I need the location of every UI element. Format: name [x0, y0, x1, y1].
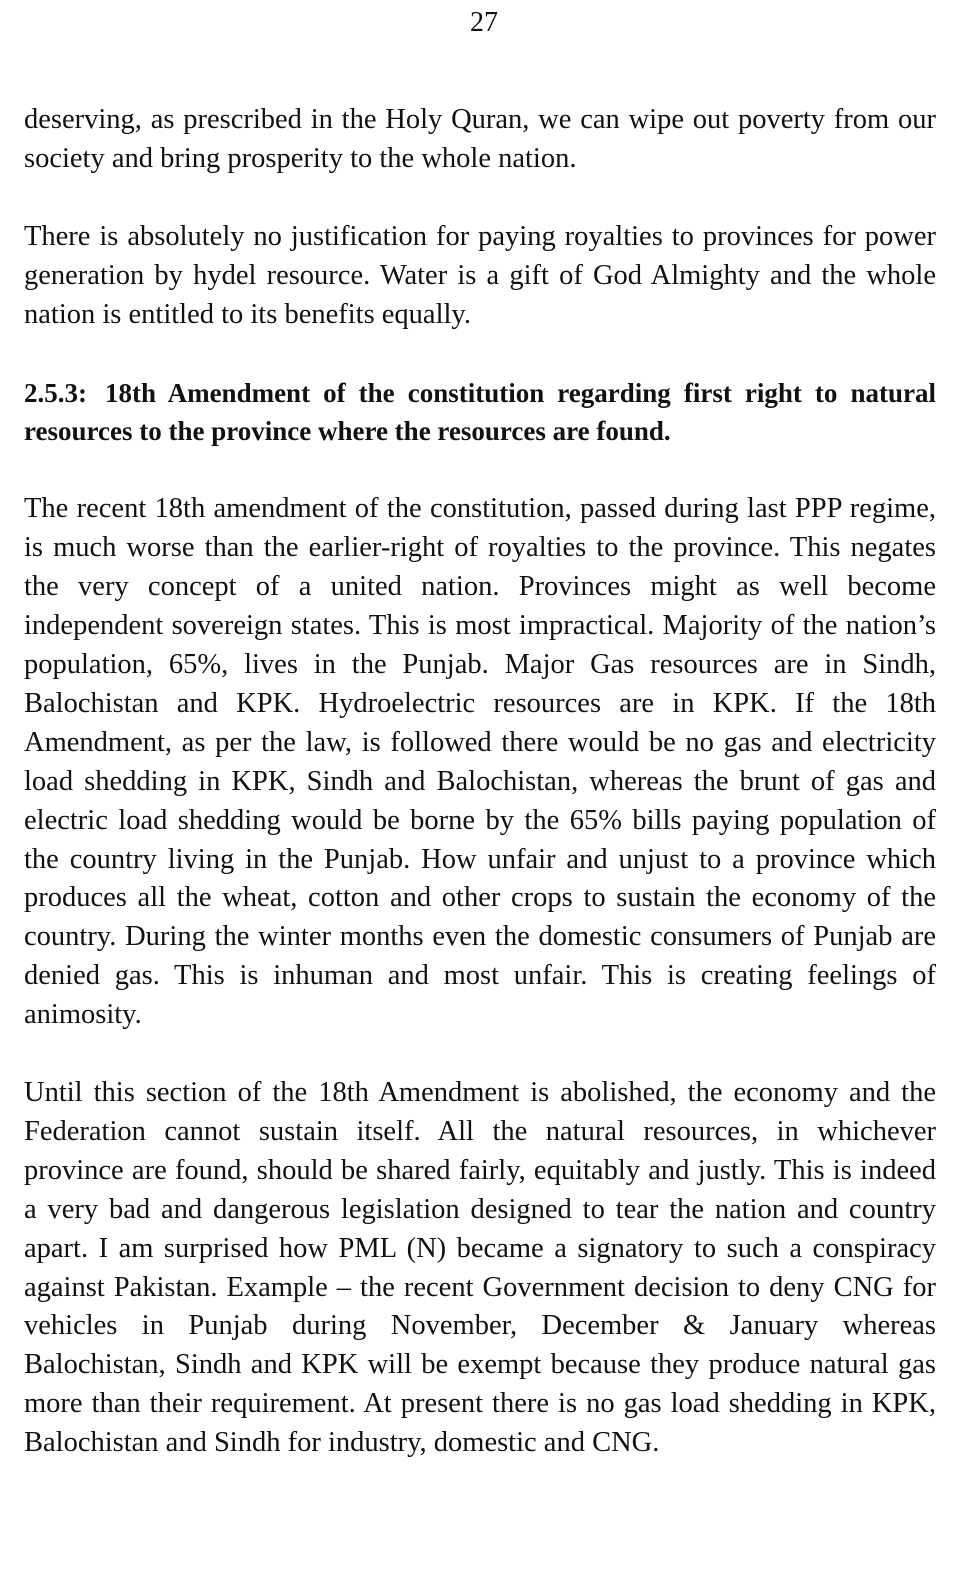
- section-heading: [24, 374, 936, 452]
- paragraph-spacer: [24, 335, 936, 374]
- paragraph-abolish: Until this section of the 18th Amendment is abolished, the economy and the Federation cannot sustain itself. All the natural resources, in whichever province are found, should be shared fairly, equitably and justly. This is indeed a very bad and dangerous legislation designed to tear the nation and country apart. I am surprised how PML (N) became a signatory to such a conspiracy against Pakistan. Example – the recent Government decision to deny CNG for vehicles in Punjab during November, December & January whereas Balochistan, Sindh and KPK will be exempt because they produce natural gas more than their requirement. At present there is no gas load shedding in KPK, Balochistan and Sindh for industry, domestic and CNG.: [24, 1077, 936, 1459]
- section-title: 18th Amendment of the constitution regarding first right to natural resources to the province where the resources are found.: [24, 377, 936, 447]
- paragraph-poverty: deserving, as prescribed in the Holy Quran, we can wipe out poverty from our society and bring prosperity to the whole nation.: [24, 104, 936, 174]
- paragraph-spacer: [24, 179, 936, 218]
- paragraph-18th-amendment: The recent 18th amendment of the constitution, passed during last PPP regime, is much worse than the earlier-right of royalties to the province. This negates the very concept of a united nation. Provinces might as well become independent sovereign states. This is most impractical. Majority of the nation’s population, 65%, lives in the Punjab. Major Gas resources are in Sindh, Balochistan and KPK. Hydroelectric resources are in KPK. If the 18th Amendment, as per the law, is followed there would be no gas and electricity load shedding in KPK, Sindh and Balochistan, whereas the brunt of gas and electric load shedding would be borne by the 65% bills paying population of the country living in the Punjab. How unfair and unjust to a province which produces all the wheat, cotton and other crops to sustain the economy of the country. During the winter months even the domestic consumers of Punjab are denied gas. This is inhuman and most unfair. This is creating feelings of animosity.: [24, 493, 936, 1031]
- paragraph-spacer: [24, 451, 936, 490]
- section-number: 2.5.3:: [24, 377, 87, 408]
- paragraph-royalties: There is absolutely no justification for paying royalties to provinces for power generation by hydel resource. Water is a gift of God Almighty and the whole nation is entitled to its benefits equally.: [24, 220, 936, 330]
- page-body: [24, 101, 936, 1463]
- paragraph-spacer: [24, 1035, 936, 1074]
- page-number: 27: [470, 7, 498, 38]
